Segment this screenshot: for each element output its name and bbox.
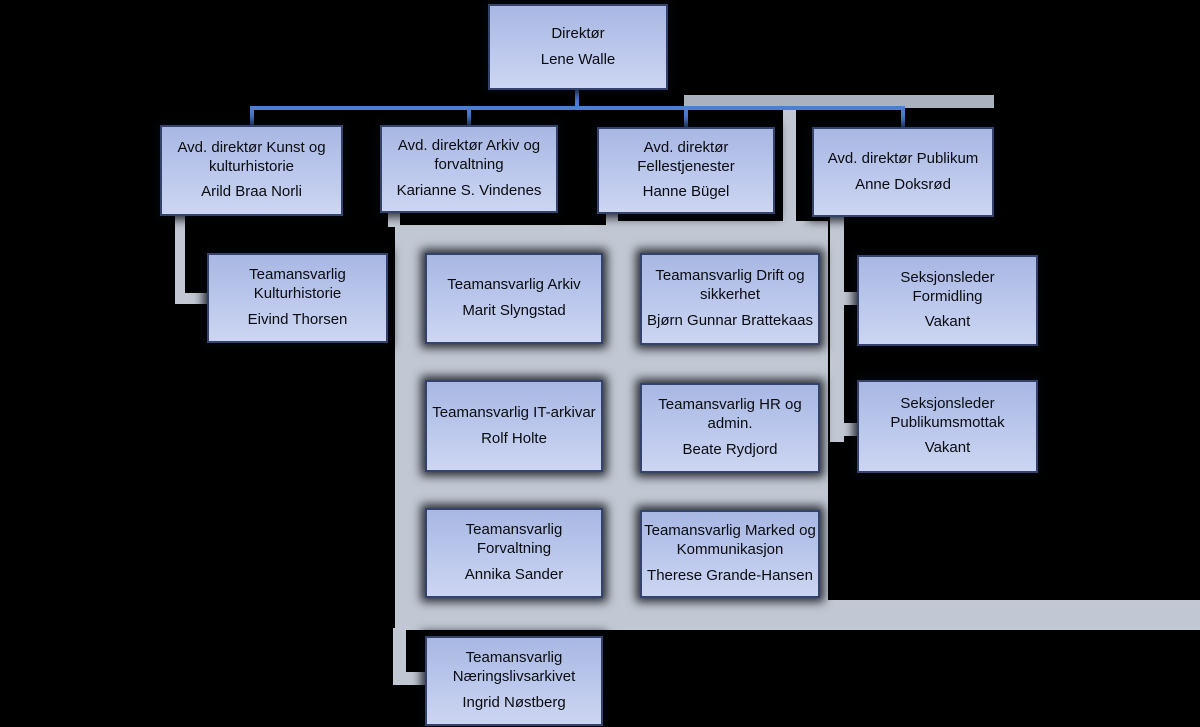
connector-kunst-elbow-horizontal	[175, 293, 209, 304]
node-name: Eivind Thorsen	[247, 310, 348, 328]
node-name: Bjørn Gunnar Brattekaas	[647, 311, 813, 329]
node-name: Ingrid Nøstberg	[462, 693, 566, 711]
node-title: Teamansvarlig HR og admin.	[658, 396, 802, 433]
org-node-arkiv-og-forvaltning	[380, 125, 558, 213]
connector-bottom-band	[395, 600, 1200, 630]
node-title: Avd. direktør Kunst og kulturhistorie	[177, 138, 326, 175]
org-node-fellestjenester	[597, 127, 775, 214]
node-title: Avd. direktør Fellestjenester	[637, 138, 735, 175]
node-name: Vakant	[924, 313, 971, 331]
node-name: Hanne Bügel	[642, 183, 730, 201]
node-subtitle: Publikumsmottak	[890, 413, 1005, 431]
connector-drop-kunst	[250, 106, 254, 127]
node-title: Teamansvarlig Næringslivsarkivet	[452, 649, 576, 686]
connector-top-horizontal	[250, 106, 905, 110]
connector-drop-publikum	[901, 106, 905, 129]
connector-drop-felles	[684, 106, 688, 127]
org-node-drift-og-sikkerhet	[640, 253, 820, 345]
connector-direktor-drop	[575, 88, 579, 108]
org-node-marked-og-kommunikasjon	[640, 510, 820, 598]
node-title: Seksjonsleder	[900, 268, 995, 286]
connector-trunk-publikum	[830, 217, 844, 442]
org-node-naringslivsarkivet	[425, 636, 603, 726]
connector-stub-formidling	[830, 292, 859, 305]
connector-kunst-elbow-vertical	[175, 216, 185, 304]
org-node-formidling	[857, 255, 1038, 346]
node-name: Rolf Holte	[481, 429, 547, 447]
node-title: Seksjonsleder	[900, 394, 995, 412]
org-node-kulturhistorie	[207, 253, 388, 343]
connector-stub-publikumsmottak	[830, 423, 859, 436]
node-name: Arild Braa Norli	[201, 183, 302, 201]
org-node-team-arkiv	[425, 253, 603, 344]
node-name: Annika Sander	[464, 565, 564, 583]
node-name: Vakant	[924, 439, 971, 457]
node-title: Teamansvarlig IT-arkivar	[432, 403, 596, 421]
node-name: Lene Walle	[540, 50, 616, 68]
org-node-hr-og-admin	[640, 383, 820, 473]
node-name: Marit Slyngstad	[462, 302, 566, 319]
org-node-forvaltning	[425, 508, 603, 598]
node-title: Teamansvarlig Kulturhistorie	[249, 266, 346, 303]
node-title: Avd. direktør Publikum	[827, 149, 979, 167]
node-name: Karianne S. Vindenes	[396, 181, 542, 199]
org-node-direktor	[488, 4, 668, 90]
node-title: Teamansvarlig Marked og Kommunikasjon	[644, 522, 816, 559]
connector-nub-fellestjenester	[606, 214, 618, 226]
node-subtitle: Formidling	[912, 287, 983, 305]
node-title: Direktør	[551, 24, 605, 42]
connector-strip-fellestjenester	[783, 108, 796, 224]
connector-nub-arkiv	[388, 213, 400, 227]
node-name: Therese Grande-Hansen	[647, 566, 813, 584]
org-node-kunst-og-kulturhistorie	[160, 125, 343, 216]
node-name: Anne Doksrød	[855, 175, 951, 193]
node-title: Avd. direktør Arkiv og forvaltning	[397, 137, 541, 174]
connector-drop-arkiv	[467, 106, 471, 127]
node-title: Teamansvarlig Drift og sikkerhet	[655, 267, 805, 304]
node-title: Teamansvarlig Arkiv	[447, 276, 581, 294]
node-name: Beate Rydjord	[682, 440, 778, 458]
org-node-publikumsmottak	[857, 380, 1038, 473]
node-title: Teamansvarlig Forvaltning	[465, 521, 563, 558]
org-node-it-arkivar	[425, 380, 603, 472]
org-node-publikum	[812, 127, 994, 217]
connector-stub-naringsliv	[393, 672, 427, 685]
